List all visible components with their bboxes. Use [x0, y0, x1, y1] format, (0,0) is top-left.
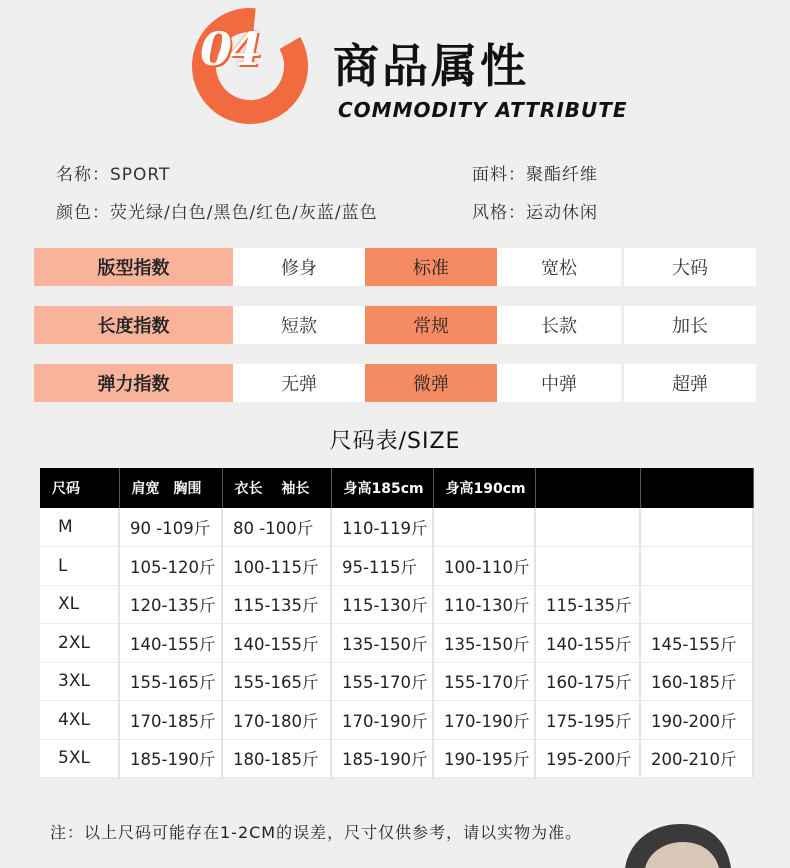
- table-cell: [640, 585, 753, 624]
- stretch-index-row: [34, 364, 756, 402]
- table-cell: 175-195斤: [535, 701, 640, 740]
- table-cell: 140-155斤: [222, 624, 331, 663]
- table-cell: 145-155斤: [640, 624, 753, 663]
- table-cell: 115-135斤: [222, 585, 331, 624]
- length-option-regular: 常规: [365, 306, 497, 344]
- table-cell: L: [40, 547, 119, 586]
- table-cell: M: [40, 508, 119, 547]
- header-shoulder-chest: 肩宽 胸围: [119, 468, 222, 508]
- stretch-option-none: 无弹: [233, 364, 365, 402]
- header-empty-1: [535, 468, 640, 508]
- table-cell: 180-185斤: [222, 739, 331, 778]
- table-cell: 80 -100斤: [222, 508, 331, 547]
- table-cell: 110-119斤: [331, 508, 433, 547]
- table-cell: 185-190斤: [331, 739, 433, 778]
- header-size: 尺码: [40, 468, 119, 508]
- stretch-option-slight: 微弹: [365, 364, 497, 402]
- table-cell: 135-150斤: [433, 624, 535, 663]
- table-cell: 115-135斤: [535, 585, 640, 624]
- length-index-row: [34, 306, 756, 344]
- attr-fabric: 面料：聚酯纤维: [472, 165, 598, 185]
- table-cell: 135-150斤: [331, 624, 433, 663]
- table-row: [40, 739, 753, 778]
- fit-option-standard: 标准: [365, 248, 497, 286]
- fit-option-loose: 宽松: [497, 248, 621, 286]
- table-cell: [535, 547, 640, 586]
- table-cell: 140-155斤: [535, 624, 640, 663]
- fit-index-row: [34, 248, 756, 286]
- size-table-title: 尺码表/SIZE: [329, 429, 461, 454]
- table-cell: 190-195斤: [433, 739, 535, 778]
- table-row: [40, 701, 753, 740]
- header-height-190: 身高190cm: [433, 468, 535, 508]
- attr-name: 名称：SPORT: [56, 165, 171, 185]
- attr-colors: 颜色：荧光绿/白色/黑色/红色/灰蓝/蓝色: [56, 203, 378, 223]
- section-title: 商品属性: [333, 39, 529, 93]
- table-cell: 190-200斤: [640, 701, 753, 740]
- table-row: [40, 585, 753, 624]
- section-subtitle: COMMODITY ATTRIBUTE: [338, 98, 628, 122]
- length-option-extra-long: 加长: [624, 306, 756, 344]
- stretch-option-medium: 中弹: [497, 364, 621, 402]
- table-cell: [535, 508, 640, 547]
- model-head-photo: [615, 818, 735, 868]
- table-cell: 100-110斤: [433, 547, 535, 586]
- stretch-option-super: 超弹: [624, 364, 756, 402]
- length-option-long: 长款: [497, 306, 621, 344]
- table-cell: 110-130斤: [433, 585, 535, 624]
- section-number: 04: [200, 22, 261, 76]
- fit-option-large: 大码: [624, 248, 756, 286]
- table-cell: 120-135斤: [119, 585, 222, 624]
- table-cell: 90 -109斤: [119, 508, 222, 547]
- table-cell: 105-120斤: [119, 547, 222, 586]
- table-cell: XL: [40, 585, 119, 624]
- table-cell: 200-210斤: [640, 739, 753, 778]
- stretch-index-label: 弹力指数: [34, 364, 233, 402]
- table-cell: 155-165斤: [222, 662, 331, 701]
- table-cell: [640, 508, 753, 547]
- table-cell: 160-175斤: [535, 662, 640, 701]
- table-cell: 3XL: [40, 662, 119, 701]
- table-cell: 155-165斤: [119, 662, 222, 701]
- header-length-sleeve: 衣长 袖长: [222, 468, 331, 508]
- attr-style: 风格：运动休闲: [472, 203, 598, 223]
- table-cell: 4XL: [40, 701, 119, 740]
- table-row: [40, 624, 753, 663]
- length-index-label: 长度指数: [34, 306, 233, 344]
- table-row: [40, 508, 753, 547]
- table-cell: 185-190斤: [119, 739, 222, 778]
- table-cell: 160-185斤: [640, 662, 753, 701]
- header-height-185: 身高185cm: [331, 468, 433, 508]
- table-cell: [640, 547, 753, 586]
- fit-index-label: 版型指数: [34, 248, 233, 286]
- table-row: [40, 662, 753, 701]
- table-cell: 115-130斤: [331, 585, 433, 624]
- table-cell: 170-190斤: [433, 701, 535, 740]
- table-cell: 140-155斤: [119, 624, 222, 663]
- table-cell: 155-170斤: [331, 662, 433, 701]
- table-cell: 170-180斤: [222, 701, 331, 740]
- table-row: [40, 547, 753, 586]
- header-empty-2: [640, 468, 753, 508]
- table-cell: 100-115斤: [222, 547, 331, 586]
- length-option-short: 短款: [233, 306, 365, 344]
- table-cell: [433, 508, 535, 547]
- table-cell: 95-115斤: [331, 547, 433, 586]
- size-disclaimer-note: 注：以上尺码可能存在1-2CM的误差，尺寸仅供参考，请以实物为准。: [50, 823, 583, 842]
- section-header: [0, 0, 790, 140]
- fit-option-slim: 修身: [233, 248, 365, 286]
- table-cell: 195-200斤: [535, 739, 640, 778]
- table-cell: 2XL: [40, 624, 119, 663]
- table-cell: 5XL: [40, 739, 119, 778]
- size-table: [40, 468, 754, 778]
- table-cell: 170-185斤: [119, 701, 222, 740]
- size-table-header: [40, 468, 753, 508]
- table-cell: 155-170斤: [433, 662, 535, 701]
- table-cell: 170-190斤: [331, 701, 433, 740]
